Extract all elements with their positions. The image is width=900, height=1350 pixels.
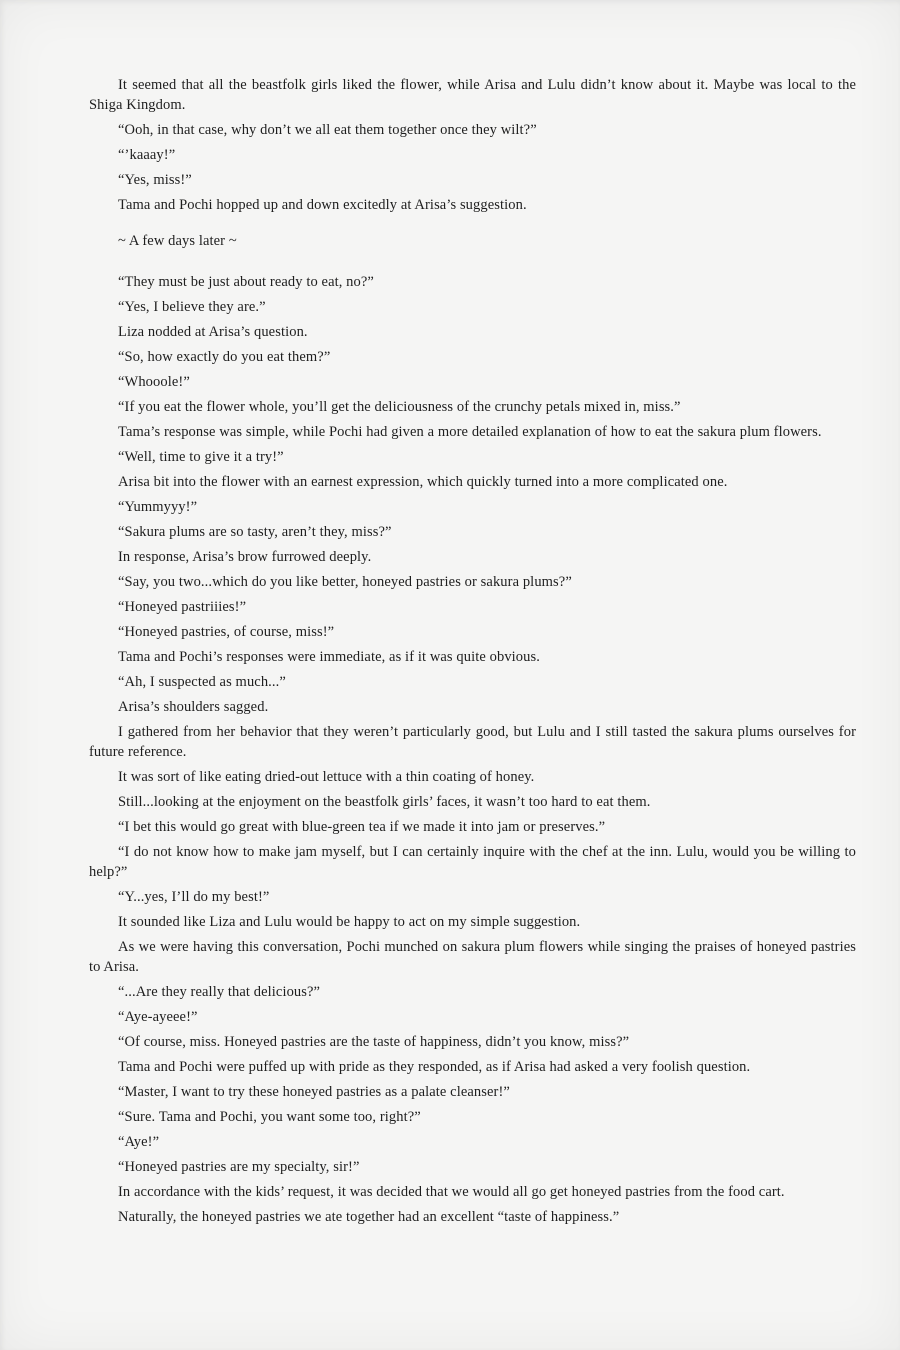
paragraph: In accordance with the kids’ request, it was decided that we would all go get honeyed pastries from the food cart. — [118, 1184, 785, 1200]
paragraph: It seemed that all the beastfolk girls liked the flower, while Arisa and Lulu didn’t know about it. Maybe was local to the Shiga Kingdom. — [89, 77, 856, 113]
paragraph: “Well, time to give it a try!” — [118, 449, 284, 465]
paragraph: In response, Arisa’s brow furrowed deeply. — [118, 549, 372, 565]
paragraph: “Master, I want to try these honeyed pastries as a palate cleanser!” — [118, 1084, 510, 1100]
scene-break-marker: ~ A few days later ~ — [118, 233, 237, 249]
paragraph: “They must be just about ready to eat, no?” — [118, 274, 374, 290]
paragraph: “Honeyed pastries are my specialty, sir!” — [118, 1159, 360, 1175]
paragraph: I gathered from her behavior that they weren’t particularly good, but Lulu and I still tasted the sakura plums ourselves for future reference. — [89, 724, 856, 760]
paragraph: “I do not know how to make jam myself, but I can certainly inquire with the chef at the inn. Lulu, would you be willing to help?” — [89, 844, 856, 880]
paragraph: Still...looking at the enjoyment on the beastfolk girls’ faces, it wasn’t too hard to eat them. — [118, 794, 651, 810]
paragraph: “Of course, miss. Honeyed pastries are the taste of happiness, didn’t you know, miss?” — [118, 1034, 630, 1050]
paragraph: “Yes, miss!” — [118, 172, 192, 188]
paragraph: “So, how exactly do you eat them?” — [118, 349, 331, 365]
paragraph: “Sure. Tama and Pochi, you want some too, right?” — [118, 1109, 421, 1125]
paragraph: “Whooole!” — [118, 374, 190, 390]
paragraph: “Say, you two...which do you like better, honeyed pastries or sakura plums?” — [118, 574, 572, 590]
paragraph: It was sort of like eating dried-out lettuce with a thin coating of honey. — [118, 769, 535, 785]
paragraph: Tama and Pochi hopped up and down excitedly at Arisa’s suggestion. — [118, 197, 527, 213]
paragraph: “If you eat the flower whole, you’ll get the deliciousness of the crunchy petals mixed in, miss.” — [118, 399, 681, 415]
paragraph: “Yummyyy!” — [118, 499, 198, 515]
paragraph: “Aye-ayeee!” — [118, 1009, 198, 1025]
paragraph: “Honeyed pastries, of course, miss!” — [118, 624, 335, 640]
paragraph: “Ah, I suspected as much...” — [118, 674, 286, 690]
paragraph: As we were having this conversation, Pochi munched on sakura plum flowers while singing the praises of honeyed pastries to Arisa. — [89, 939, 856, 975]
paragraph: “...Are they really that delicious?” — [118, 984, 321, 1000]
chapter-text — [89, 75, 856, 1227]
paragraph: “Honeyed pastriiies!” — [118, 599, 247, 615]
paragraph: Arisa’s shoulders sagged. — [118, 699, 269, 715]
paragraph: “Aye!” — [118, 1134, 160, 1150]
paragraph: “Y...yes, I’ll do my best!” — [118, 889, 270, 905]
paragraph: Tama’s response was simple, while Pochi had given a more detailed explanation of how to eat the sakura plum flowers. — [118, 424, 822, 440]
paragraph: “Sakura plums are so tasty, aren’t they, miss?” — [118, 524, 392, 540]
paragraph: Arisa bit into the flower with an earnest expression, which quickly turned into a more complicated one. — [118, 474, 728, 490]
paragraph: “’kaaay!” — [118, 147, 176, 163]
paragraph: Tama and Pochi were puffed up with pride as they responded, as if Arisa had asked a very foolish question. — [118, 1059, 751, 1075]
paragraph: “Ooh, in that case, why don’t we all eat them together once they wilt?” — [118, 122, 537, 138]
paragraph: “Yes, I believe they are.” — [118, 299, 266, 315]
paragraph: It sounded like Liza and Lulu would be happy to act on my simple suggestion. — [118, 914, 581, 930]
paragraph: “I bet this would go great with blue-green tea if we made it into jam or preserves.” — [118, 819, 606, 835]
paragraph: Naturally, the honeyed pastries we ate together had an excellent “taste of happiness.” — [118, 1209, 620, 1225]
paragraph: Liza nodded at Arisa’s question. — [118, 324, 308, 340]
paragraph: Tama and Pochi’s responses were immediate, as if it was quite obvious. — [118, 649, 540, 665]
